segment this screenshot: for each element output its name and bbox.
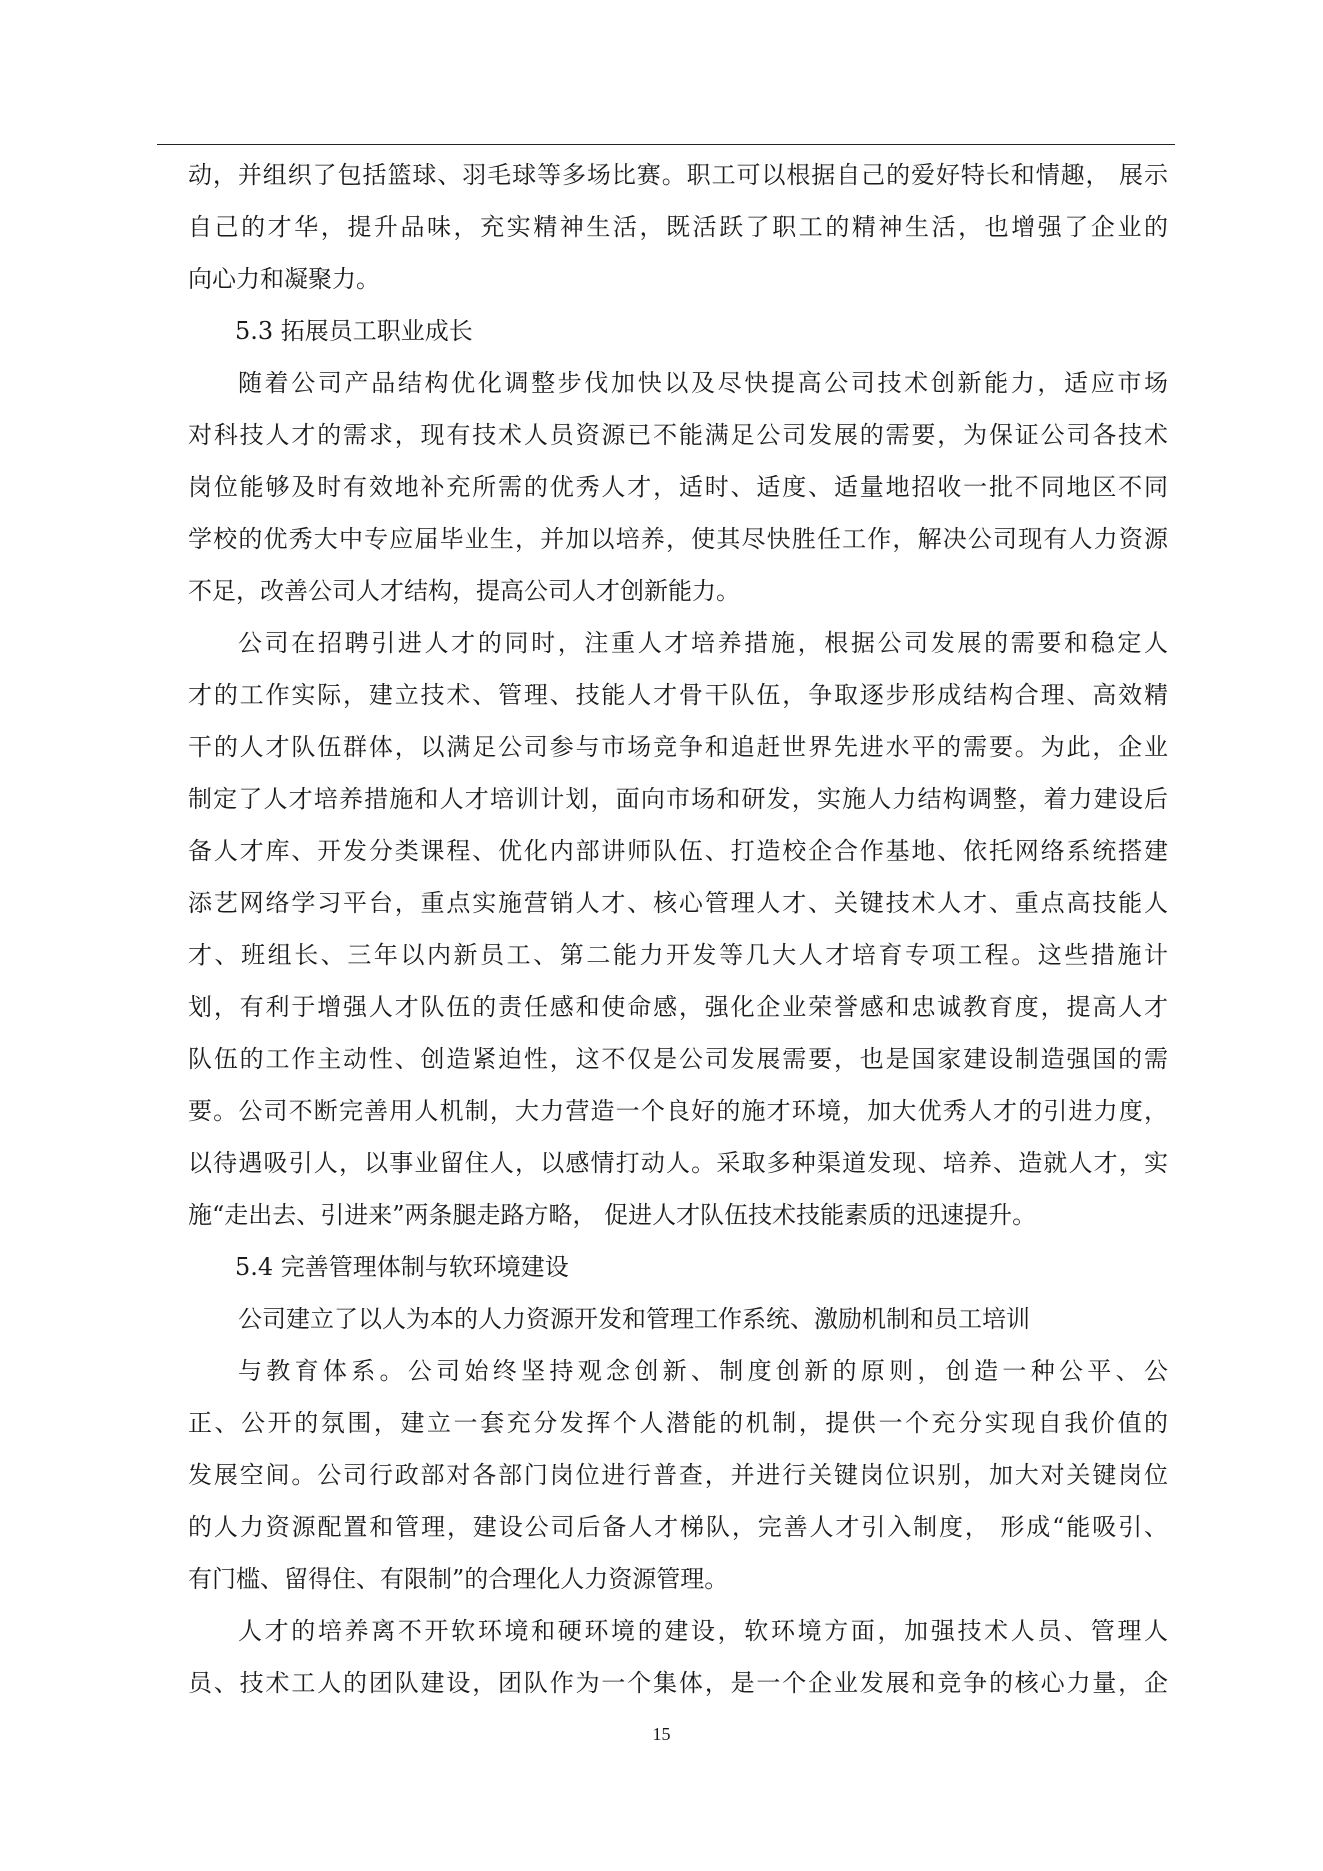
- body-line: 正、公开的氛围，建立一套充分发挥个人潜能的机制，提供一个充分实现自我价值的: [188, 1409, 1168, 1437]
- body-line: 自己的才华，提升品味，充实精神生活，既活跃了职工的精神生活，也增强了企业的: [188, 213, 1168, 241]
- body-line: 与教育体系。公司始终坚持观念创新、制度创新的原则，创造一种公平、公: [238, 1357, 1168, 1385]
- body-line: 施“走出去、引进来”两条腿走路方略， 促进人才队伍技术技能素质的迅速提升。: [188, 1201, 1037, 1229]
- body-line: 学校的优秀大中专应届毕业生，并加以培养，使其尽快胜任工作，解决公司现有人力资源: [188, 525, 1168, 553]
- body-line: 添艺网络学习平台，重点实施营销人才、核心管理人才、关键技术人才、重点高技能人: [188, 889, 1168, 917]
- section-heading-5-3: 5.3 拓展员工职业成长: [235, 317, 473, 345]
- body-line: 对科技人才的需求，现有技术人员资源已不能满足公司发展的需要，为保证公司各技术: [188, 421, 1168, 449]
- body-line: 划，有利于增强人才队伍的责任感和使命感，强化企业荣誉感和忠诚教育度，提高人才: [188, 993, 1168, 1021]
- body-line: 不足，改善公司人才结构，提高公司人才创新能力。: [188, 577, 740, 605]
- body-line: 公司在招聘引进人才的同时，注重人才培养措施，根据公司发展的需要和稳定人: [238, 629, 1168, 657]
- body-line: 要。公司不断完善用人机制，大力营造一个良好的施才环境，加大优秀人才的引进力度，: [188, 1097, 1168, 1125]
- body-line: 向心力和凝聚力。: [188, 265, 380, 293]
- body-line: 员、技术工人的团队建设，团队作为一个集体，是一个企业发展和竞争的核心力量，企: [188, 1669, 1168, 1697]
- body-line: 人才的培养离不开软环境和硬环境的建设，软环境方面，加强技术人员、管理人: [238, 1617, 1168, 1645]
- body-line: 发展空间。公司行政部对各部门岗位进行普查，并进行关键岗位识别，加大对关键岗位: [188, 1461, 1168, 1489]
- body-line: 的人力资源配置和管理，建设公司后备人才梯队，完善人才引入制度， 形成“能吸引、: [188, 1513, 1168, 1541]
- body-line: 有门槛、留得住、有限制”的合理化人力资源管理。: [188, 1565, 729, 1593]
- body-line: 以待遇吸引人，以事业留住人，以感情打动人。采取多种渠道发现、培养、造就人才，实: [188, 1149, 1168, 1177]
- body-line: 动，并组织了包括篮球、羽毛球等多场比赛。职工可以根据自己的爱好特长和情趣， 展示: [188, 161, 1168, 189]
- page-number: 15: [652, 1724, 671, 1744]
- body-line: 岗位能够及时有效地补充所需的优秀人才，适时、适度、适量地招收一批不同地区不同: [188, 473, 1168, 501]
- body-line: 公司建立了以人为本的人力资源开发和管理工作系统、激励机制和员工培训: [238, 1305, 1030, 1333]
- body-line: 制定了人才培养措施和人才培训计划，面向市场和研发，实施人力结构调整，着力建设后: [188, 785, 1168, 813]
- header-rule: [157, 144, 1175, 145]
- body-line: 才、班组长、三年以内新员工、第二能力开发等几大人才培育专项工程。这些措施计: [188, 941, 1168, 969]
- body-line: 干的人才队伍群体，以满足公司参与市场竞争和追赶世界先进水平的需要。为此，企业: [188, 733, 1168, 761]
- section-heading-5-4: 5.4 完善管理体制与软环境建设: [235, 1253, 569, 1281]
- body-line: 才的工作实际，建立技术、管理、技能人才骨干队伍，争取逐步形成结构合理、高效精: [188, 681, 1168, 709]
- body-line: 队伍的工作主动性、创造紧迫性，这不仅是公司发展需要，也是国家建设制造强国的需: [188, 1045, 1168, 1073]
- body-line: 备人才库、开发分类课程、优化内部讲师队伍、打造校企合作基地、依托网络系统搭建: [188, 837, 1168, 865]
- body-line: 随着公司产品结构优化调整步伐加快以及尽快提高公司技术创新能力，适应市场: [238, 369, 1168, 397]
